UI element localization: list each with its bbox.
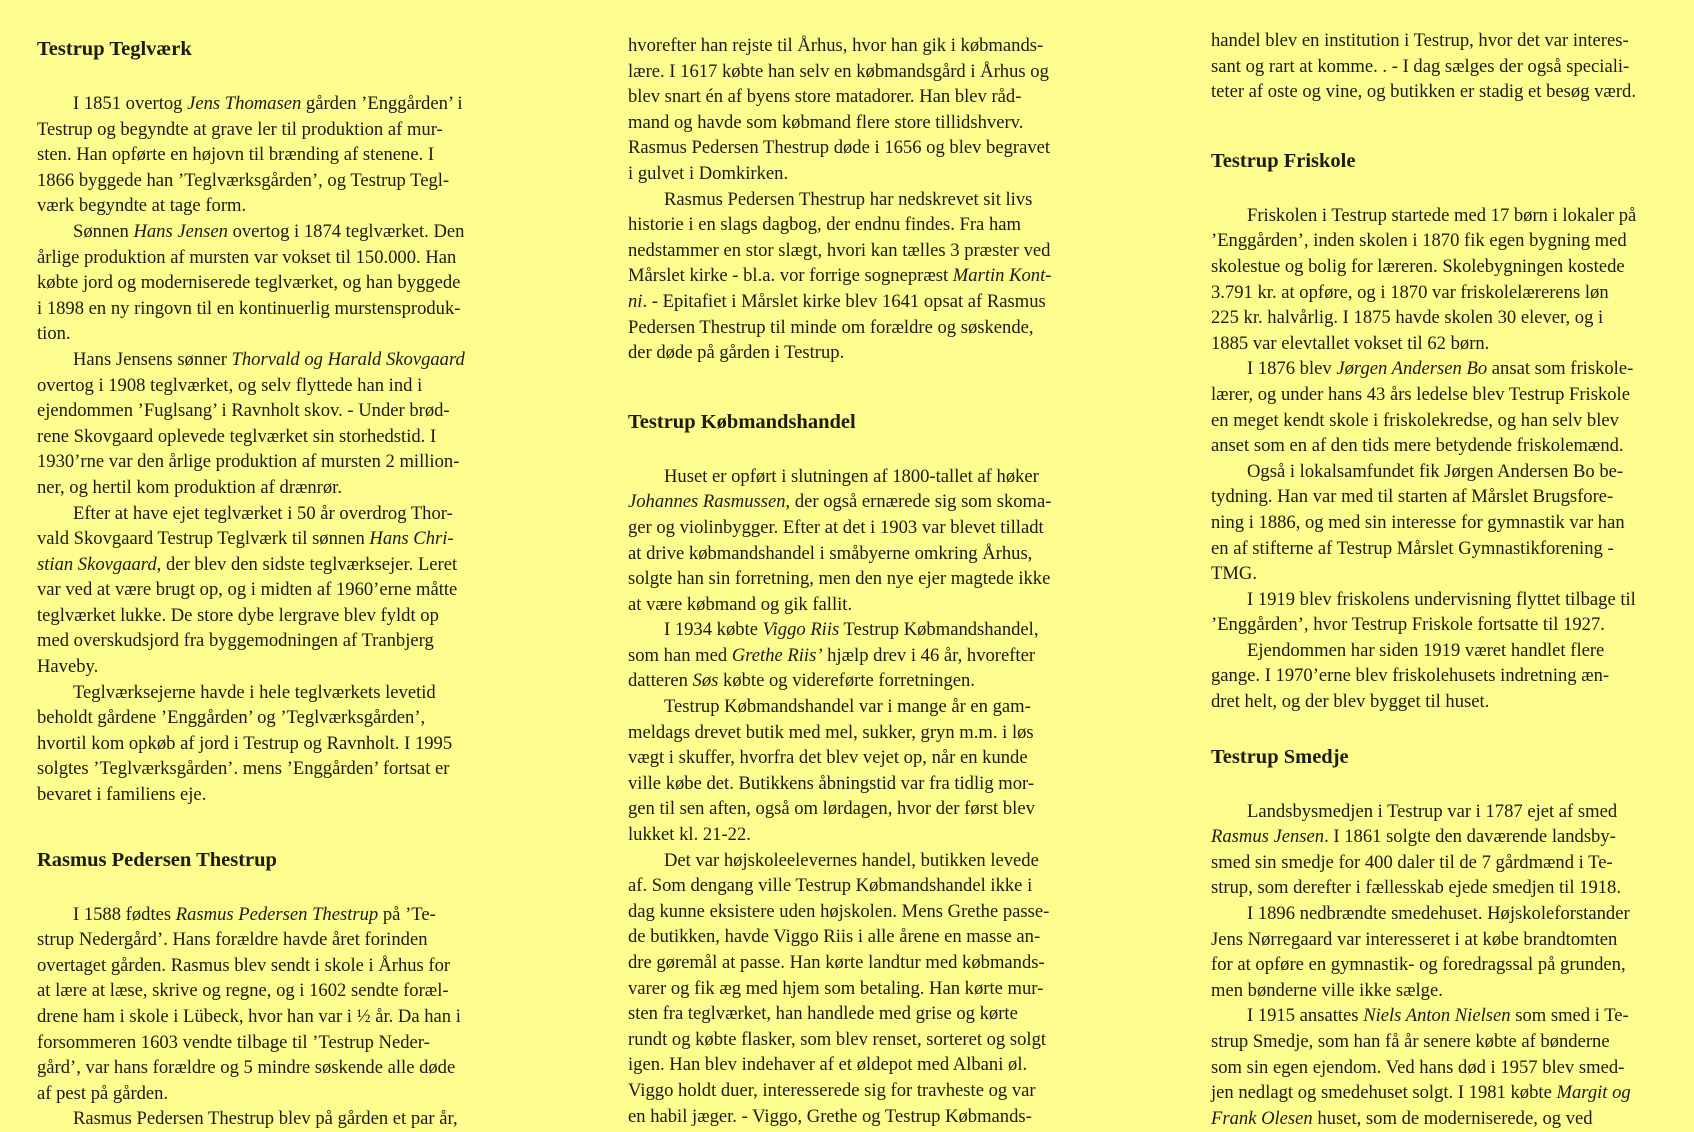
text-run: overtog i 1908 teglværket, og selv flyttede han ind i	[37, 374, 423, 396]
text-line	[37, 296, 523, 322]
italic-name: Hans Chri-	[369, 528, 454, 550]
text-run: ger og violinbygger. Efter at det i 1903 var blevet tilladt	[628, 516, 1044, 538]
column-1	[37, 0, 523, 1132]
text-run: ville købe det. Butikkens åbningstid var fra tidlig mor-	[628, 772, 1035, 794]
text-line	[1211, 952, 1661, 978]
italic-name: Rasmus Pedersen Thestrup	[175, 903, 379, 925]
text-run: bevaret i familiens eje.	[37, 784, 207, 806]
text-line	[37, 449, 523, 475]
text-run: sant og rart at komme. . - I dag sælges der også speciali-	[1211, 55, 1630, 77]
spacer	[628, 0, 1108, 33]
text-line	[628, 745, 1108, 771]
italic-name: Jens Thomasen	[187, 93, 302, 114]
text-run: drene ham i skole i Lübeck, hvor han var i ½ år. Da han i	[37, 1006, 461, 1027]
text-run: huset, som de moderniserede, og ved	[1312, 1107, 1593, 1129]
text-line	[37, 603, 523, 629]
text-line	[37, 1055, 523, 1081]
text-run: overtaget gården. Rasmus blev sendt i skole i Århus for	[37, 954, 451, 976]
text-line	[628, 643, 1108, 669]
text-line	[628, 796, 1108, 822]
text-line	[1211, 1003, 1661, 1029]
text-run: I 1851 overtog	[73, 93, 188, 114]
text-line	[628, 238, 1108, 264]
text-run: anset som en af den tids mere betydende friskolemænd.	[1211, 435, 1624, 457]
text-run: der døde på gården i Testrup.	[628, 342, 845, 364]
text-line	[37, 680, 523, 706]
text-line	[1211, 433, 1661, 459]
italic-name: Johannes Rasmussen	[628, 491, 786, 513]
text-line	[1211, 875, 1661, 901]
text-line	[37, 117, 523, 143]
section-heading: Testrup Købmandshandel	[628, 410, 856, 433]
text-line	[37, 219, 523, 245]
text-line	[628, 566, 1108, 592]
text-run: ejendommen ’Fuglsang’ i Ravnholt skov. - Under brød-	[37, 400, 450, 422]
text-line	[37, 953, 523, 979]
text-run: 1930’rne var den årlige produktion af mursten 2 million-	[37, 451, 460, 473]
italic-name: Grethe Riis’	[731, 644, 823, 666]
text-run: I 1896 nedbrændte smedehuset. Højskoleforstander	[1247, 903, 1630, 925]
text-line	[37, 902, 523, 928]
spacer	[1211, 105, 1661, 149]
spacer	[37, 808, 523, 848]
text-line	[37, 1030, 523, 1056]
spacer	[37, 874, 523, 902]
text-line	[628, 212, 1108, 238]
text-run: igen. Han blev indehaver af et øldepot med Albani øl.	[628, 1054, 1028, 1076]
text-run: dag kunne eksistere uden højskolen. Mens Grethe passe-	[628, 900, 1050, 922]
text-run: hvortil kom opkøb af jord i Testrup og Ravnholt. I 1995	[37, 732, 453, 754]
paragraph	[1211, 203, 1661, 357]
text-run: meldags drevet butik med mel, sukker, gryn m.m. i løs	[628, 721, 1034, 743]
text-run: solgtes ’Teglværksgården’. mens ’Enggården’ fortsat er	[37, 758, 450, 780]
text-run: mand og havde som købmand flere store tillidshverv.	[628, 111, 1024, 133]
text-run: Ejendommen har siden 1919 været handlet flere	[1247, 639, 1605, 661]
text-line	[37, 705, 523, 731]
italic-name: Thorvald og Harald Skovgaard	[231, 348, 465, 370]
text-line	[37, 731, 523, 757]
text-run: strup Nedergård’. Hans forældre havde året forinden	[37, 929, 428, 951]
text-line	[628, 694, 1108, 720]
spacer	[37, 63, 523, 91]
paragraph	[37, 1106, 523, 1132]
spacer	[1211, 175, 1661, 203]
column-2	[628, 0, 1108, 1129]
paragraph	[1211, 638, 1661, 715]
text-line	[1211, 561, 1661, 587]
paragraph	[628, 617, 1108, 694]
text-run: strup Smedje, som han få år senere købte af bønderne	[1211, 1031, 1610, 1052]
text-run: Huset er opført i slutningen af 1800-tallet af høker	[664, 465, 1039, 487]
italic-name: Frank Olesen	[1211, 1107, 1313, 1129]
text-run: forsommeren 1603 vendte tilbage til ’Testrup Neder-	[37, 1031, 430, 1053]
text-line	[628, 1001, 1108, 1027]
paragraph	[1211, 356, 1661, 458]
text-line	[628, 617, 1108, 643]
text-line	[628, 340, 1108, 366]
text-run: for at opføre en gymnastik- og foredragssal på grunden,	[1211, 954, 1626, 976]
paragraph-continued	[628, 33, 1108, 187]
text-line	[1211, 228, 1661, 254]
text-line	[37, 424, 523, 450]
text-run: lærer, og under hans 43 års ledelse blev Testrup Friskole	[1211, 383, 1630, 405]
text-line	[37, 91, 523, 117]
text-run: Friskolen i Testrup startede med 17 børn i lokaler på	[1247, 204, 1637, 226]
text-run: I 1588 fødtes	[73, 903, 176, 925]
text-line	[37, 270, 523, 296]
text-line	[37, 654, 523, 680]
section-heading: Testrup Teglværk	[37, 38, 192, 60]
text-run: Også i lokalsamfundet fik Jørgen Andersen Bo be-	[1247, 460, 1624, 482]
text-run: historie i en slags dagbog, der endnu findes. Fra ham	[628, 214, 1021, 236]
text-line	[37, 756, 523, 782]
text-run: datteren	[628, 670, 693, 692]
text-line	[628, 848, 1108, 874]
paragraph	[1211, 459, 1661, 587]
text-run: Efter at have ejet teglværket i 50 år overdrog Thor-	[73, 502, 453, 524]
text-line	[37, 1106, 523, 1132]
text-run: rundt og købte flasker, som blev renset, sorteret og solgt	[628, 1028, 1047, 1050]
text-line	[628, 822, 1108, 848]
text-run: strup, som derefter i fællesskab ejede smedjen til 1918.	[1211, 877, 1621, 899]
text-run: Mårslet kirke - bl.a. vor forrige sognepræst	[628, 265, 953, 287]
text-line	[1211, 356, 1661, 382]
text-line	[628, 161, 1108, 187]
text-run: gen til sen aften, også om lørdagen, hvor der først blev	[628, 798, 1035, 820]
section-heading: Testrup Friskole	[1211, 149, 1356, 172]
text-line	[1211, 510, 1661, 536]
text-line	[628, 464, 1108, 490]
text-run: rene Skovgaard oplevede teglværket sin storhedstid. I	[37, 425, 437, 447]
text-line	[628, 489, 1108, 515]
text-line	[1211, 203, 1661, 229]
text-line	[628, 1104, 1108, 1130]
text-line	[628, 1078, 1108, 1104]
italic-name: Rasmus Jensen	[1211, 826, 1325, 848]
text-line	[1211, 901, 1661, 927]
text-run: at drive købmandshandel i småbyerne omkring Århus,	[628, 542, 1033, 564]
text-run: handel blev en institution i Testrup, hvor det var interes-	[1211, 30, 1629, 51]
text-line	[628, 33, 1108, 59]
text-line	[628, 873, 1108, 899]
paragraph	[1211, 587, 1661, 638]
text-line	[1211, 978, 1661, 1004]
text-run: hvorefter han rejste til Århus, hvor han gik i købmands-	[628, 35, 1044, 56]
text-line	[628, 541, 1108, 567]
text-run: blev snart én af byens store matadorer. Han blev råd-	[628, 86, 1022, 108]
text-line	[628, 1052, 1108, 1078]
text-line	[1211, 927, 1661, 953]
italic-name: Jørgen Andersen Bo	[1336, 358, 1488, 380]
paragraph	[628, 187, 1108, 366]
text-line	[37, 168, 523, 194]
text-line	[628, 187, 1108, 213]
text-run: I 1915 ansattes	[1247, 1005, 1364, 1027]
text-line	[1211, 254, 1661, 280]
text-run: værk begyndte at tage form.	[37, 195, 247, 217]
paragraph	[628, 464, 1108, 618]
text-line	[37, 577, 523, 603]
paragraph	[37, 347, 523, 501]
paragraph-continued	[1211, 28, 1661, 105]
text-line	[1211, 28, 1661, 54]
text-run: tion.	[37, 323, 71, 345]
text-line	[1211, 536, 1661, 562]
text-run: gange. I 1970’erne blev friskolehusets indretning æn-	[1211, 665, 1610, 687]
text-run: Jens Nørregaard var interesseret i at købe brandtomten	[1211, 928, 1618, 950]
text-run: Haveby.	[37, 656, 99, 678]
text-line	[1211, 612, 1661, 638]
text-run: varer og fik æg med hjem som betaling. Han kørte mur-	[628, 977, 1044, 999]
text-line	[628, 668, 1108, 694]
text-run: en meget kendt skole i friskolekredse, og han selv blev	[1211, 409, 1619, 431]
text-run: men bønderne ville ikke sælge.	[1211, 979, 1443, 1001]
text-run: at være købmand og gik fallit.	[628, 593, 853, 615]
text-run: teter af oste og vine, og butikken er stadig et besøg værd.	[1211, 81, 1636, 103]
text-run: Rasmus Pedersen Thestrup har nedskrevet sit livs	[664, 188, 1033, 210]
text-line	[37, 398, 523, 424]
paragraph	[37, 91, 523, 219]
text-run: i gulvet i Domkirken.	[628, 162, 789, 184]
text-run: I 1919 blev friskolens undervisning flyttet tilbage til	[1247, 588, 1636, 610]
text-line	[1211, 638, 1661, 664]
text-run: Landsbysmedjen i Testrup var i 1787 ejet af smed	[1247, 800, 1618, 822]
spacer	[37, 0, 523, 37]
text-run: lukket kl. 21-22.	[628, 824, 751, 846]
text-run: på ’Te-	[378, 903, 436, 925]
text-line	[1211, 1029, 1661, 1055]
italic-name: Søs	[692, 670, 719, 692]
text-run: Sønnen	[73, 220, 134, 242]
text-line	[628, 110, 1108, 136]
paragraph	[628, 848, 1108, 1130]
text-run: 3.791 kr. at opføre, og i 1870 var friskolelærerens løn	[1211, 281, 1609, 303]
text-run: 1885 var elevtallet vokset til 62 børn.	[1211, 332, 1490, 354]
text-run: var ved at være brugt op, og i midten af 1960’erne måtte	[37, 579, 458, 601]
text-run: hjælp drev i 46 år, hvorefter	[822, 644, 1036, 666]
text-line	[37, 526, 523, 552]
text-run: årlige produktion af mursten var vokset til 150.000. Han	[37, 246, 457, 268]
text-line	[628, 59, 1108, 85]
text-run: Testrup Købmandshandel var i mange år en gam-	[664, 696, 1031, 718]
paragraph	[628, 694, 1108, 848]
text-line	[1211, 689, 1661, 715]
text-run: købte jord og moderniserede teglværket, og han byggede	[37, 272, 461, 294]
text-line	[37, 321, 523, 347]
text-run: gård’, var hans forældre og 5 mindre søskende alle døde	[37, 1057, 456, 1079]
spacer	[628, 436, 1108, 464]
italic-name: Niels Anton Nielsen	[1363, 1005, 1511, 1027]
text-line	[37, 373, 523, 399]
paragraph	[37, 501, 523, 680]
text-run: . I 1861 solgte den daværende landsby-	[1324, 826, 1616, 848]
spacer	[1211, 715, 1661, 745]
text-line	[37, 475, 523, 501]
text-line	[37, 1081, 523, 1107]
text-run: ner, og hertil kom produktion af drænrør.	[37, 476, 342, 498]
text-run: ning i 1886, og med sin interesse for gymnastik var han	[1211, 511, 1625, 533]
spacer	[628, 366, 1108, 410]
text-run: dre gøremål at passe. Han kørte landtur med købmands-	[628, 952, 1045, 973]
text-line	[1211, 79, 1661, 105]
text-run: Testrup Købmandshandel,	[839, 619, 1039, 641]
text-line	[37, 245, 523, 271]
text-line	[1211, 587, 1661, 613]
text-line	[1211, 1055, 1661, 1081]
text-run: købte og videreførte forretningen.	[718, 670, 975, 692]
text-run: sten fra teglværket, han handlede med grise og kørte	[628, 1003, 1018, 1025]
text-line	[628, 924, 1108, 950]
paragraph	[1211, 1003, 1661, 1131]
text-run: i 1898 en ny ringovn til en kontinuerlig murstensproduk-	[37, 297, 461, 319]
text-run: sten. Han opførte en højovn til brænding af stenene. I	[37, 144, 435, 166]
text-line	[1211, 824, 1661, 850]
text-run: nedstammer en stor slægt, hvori kan tælles 3 præster ved	[628, 239, 1051, 261]
text-run: dret helt, og der blev bygget til huset.	[1211, 691, 1490, 713]
text-line	[37, 193, 523, 219]
text-run: med overskudsjord fra byggemodningen af Tranbjerg	[37, 630, 434, 652]
text-run: 225 kr. halvårlig. I 1875 havde skolen 30 elever, og i	[1211, 307, 1604, 329]
text-line	[37, 628, 523, 654]
text-run: . - Epitafiet i Mårslet kirke blev 1641 opsat af Rasmus	[642, 290, 1046, 312]
text-run: tydning. Han var med til starten af Mårslet Brugsfore-	[1211, 486, 1614, 508]
text-run: Rasmus Pedersen Thestrup blev på gården et par år,	[73, 1108, 458, 1130]
text-run: overtog i 1874 teglværket. Den	[227, 220, 465, 242]
paragraph	[37, 219, 523, 347]
text-line	[1211, 331, 1661, 357]
text-run: Det var højskoleelevernes handel, butikken levede	[664, 849, 1039, 871]
text-line	[1211, 459, 1661, 485]
column-3	[1211, 0, 1661, 1131]
text-run: at lære at læse, skrive og regne, og i 1602 sendte foræl-	[37, 980, 449, 1002]
text-run: ’Enggården’, hvor Testrup Friskole fortsatte til 1927.	[1211, 614, 1605, 636]
text-line	[37, 927, 523, 953]
text-line	[37, 142, 523, 168]
text-run: vald Skovgaard Testrup Teglværk til sønnen	[37, 528, 370, 550]
text-line	[37, 501, 523, 527]
text-line	[628, 1027, 1108, 1053]
text-run: de butikken, havde Viggo Riis i alle årene en masse an-	[628, 926, 1041, 948]
paragraph	[1211, 901, 1661, 1003]
text-line	[628, 899, 1108, 925]
text-run: som sin egen ejendom. Ved hans død i 1957 blev smed-	[1211, 1056, 1625, 1078]
text-run: smed sin smedje for 400 daler til de 7 gårdmænd i Te-	[1211, 851, 1613, 873]
text-run: Pedersen Thestrup til minde om forældre og søskende,	[628, 316, 1034, 338]
text-run: I 1876 blev	[1247, 358, 1337, 380]
text-run: 1866 byggede han ’Teglværksgården’, og Testrup Tegl-	[37, 169, 450, 191]
text-run: Rasmus Pedersen Thestrup døde i 1656 og blev begravet	[628, 137, 1051, 159]
text-line	[628, 720, 1108, 746]
text-line	[628, 315, 1108, 341]
text-line	[37, 347, 523, 373]
text-line	[628, 135, 1108, 161]
text-run: , der blev den sidste teglværksejer. Leret	[156, 553, 458, 575]
paragraph	[37, 680, 523, 808]
text-line	[37, 978, 523, 1004]
text-run: Testrup og begyndte at grave ler til produktion af mur-	[37, 118, 443, 140]
text-line	[628, 950, 1108, 976]
paragraph	[1211, 799, 1661, 901]
text-run: af pest på gården.	[37, 1082, 169, 1104]
text-line	[628, 84, 1108, 110]
italic-name: Hans Jensen	[133, 220, 228, 242]
text-run: gården ’Enggården’ i	[301, 93, 463, 114]
text-line	[1211, 382, 1661, 408]
text-run: beholdt gårdene ’Enggården’ og ’Teglværksgården’,	[37, 707, 426, 729]
text-line	[1211, 305, 1661, 331]
text-line	[1211, 850, 1661, 876]
italic-name: Margit og	[1556, 1082, 1631, 1104]
text-run: Teglværksejerne havde i hele teglværkets levetid	[73, 681, 436, 703]
text-line	[1211, 1080, 1661, 1106]
text-run: af. Som dengang ville Testrup Købmandshandel ikke i	[628, 875, 1033, 897]
section-heading: Rasmus Pedersen Thestrup	[37, 848, 277, 871]
text-line	[1211, 280, 1661, 306]
text-line	[1211, 408, 1661, 434]
text-line	[37, 1004, 523, 1030]
text-line	[1211, 484, 1661, 510]
text-run: som han med	[628, 644, 732, 666]
text-run: som smed i Te-	[1510, 1005, 1629, 1027]
text-line	[628, 515, 1108, 541]
text-run: en habil jæger. - Viggo, Grethe og Testrup Købmands-	[628, 1105, 1032, 1127]
text-run: en af stifterne af Testrup Mårslet Gymnastikforening -	[1211, 537, 1614, 559]
text-line	[628, 592, 1108, 618]
text-line	[1211, 663, 1661, 689]
text-line	[1211, 799, 1661, 825]
text-run: ansat som friskole-	[1487, 358, 1634, 380]
text-run: , der også ernærede sig som skoma-	[785, 491, 1052, 513]
text-run: Viggo holdt duer, interesserede sig for travheste og var	[628, 1079, 1036, 1101]
text-run: TMG.	[1211, 563, 1257, 585]
text-line	[1211, 54, 1661, 80]
text-run: I 1934 købte	[664, 619, 763, 641]
text-line	[628, 976, 1108, 1002]
text-line	[628, 771, 1108, 797]
italic-name: ni	[628, 290, 643, 312]
italic-name: Martin Kont-	[952, 265, 1052, 287]
italic-name: Viggo Riis	[762, 619, 840, 641]
text-run: ’Enggården’, inden skolen i 1870 fik egen bygning med	[1211, 230, 1627, 252]
text-line	[37, 552, 523, 578]
spacer	[1211, 771, 1661, 799]
text-line	[37, 782, 523, 808]
text-line	[1211, 1106, 1661, 1132]
text-line	[628, 263, 1108, 289]
spacer	[1211, 0, 1661, 28]
italic-name: stian Skovgaard	[37, 553, 157, 575]
text-run: Hans Jensens sønner	[73, 348, 232, 370]
text-run: skolestue og bolig for læreren. Skolebygningen kostede	[1211, 255, 1625, 277]
text-run: solgte han sin forretning, men den nye ejer magtede ikke	[628, 568, 1051, 590]
paragraph	[37, 902, 523, 1107]
text-run: vægt i skuffer, hvorfra det blev vejet op, når en kunde	[628, 747, 1028, 769]
section-heading: Testrup Smedje	[1211, 745, 1349, 768]
text-run: jen nedlagt og smedehuset solgt. I 1981 købte	[1211, 1082, 1557, 1104]
text-line	[628, 289, 1108, 315]
text-run: teglværket lukke. De store dybe lergrave blev fyldt op	[37, 604, 439, 626]
text-run: lære. I 1617 købte han selv en købmandsgård i Århus og	[628, 60, 1049, 82]
